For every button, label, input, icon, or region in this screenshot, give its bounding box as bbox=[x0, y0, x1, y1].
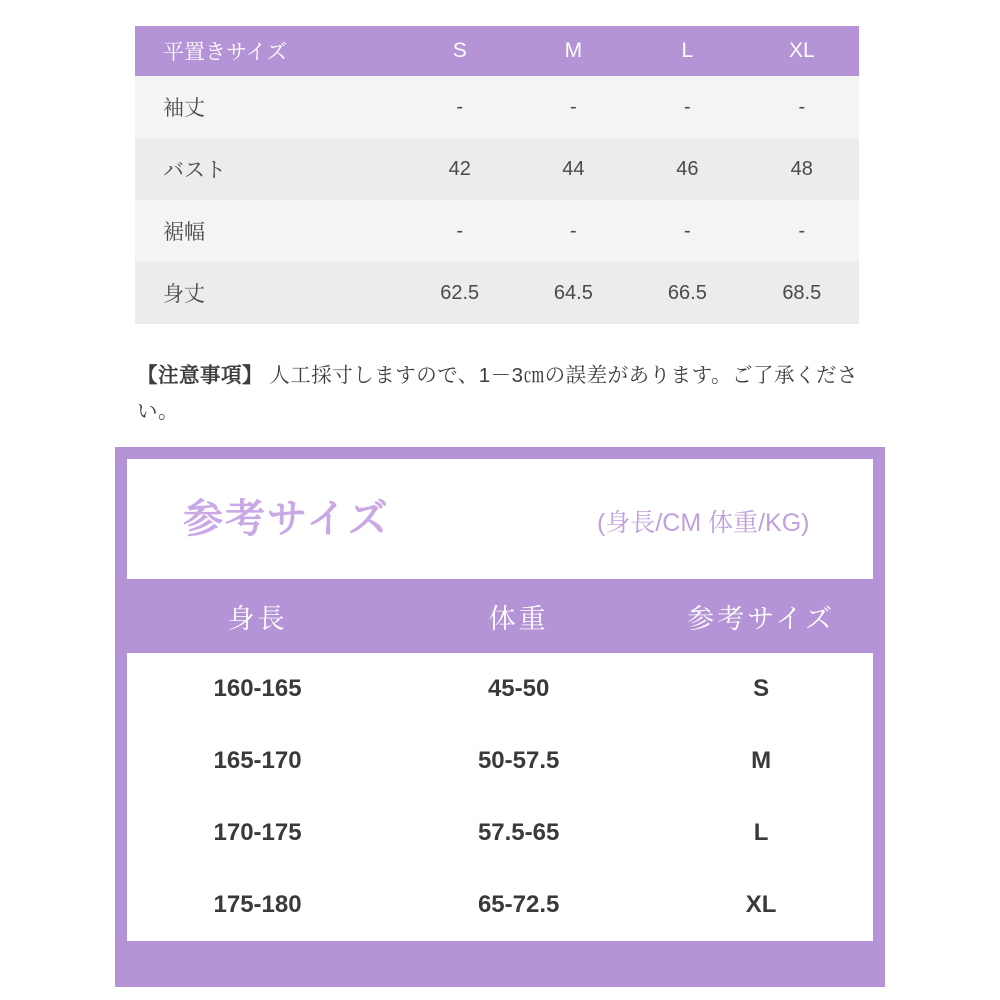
flat-header-label: 平置きサイズ bbox=[135, 26, 403, 76]
table-row bbox=[127, 869, 873, 941]
reference-subtitle: (身長/CM 体重/KG) bbox=[597, 509, 810, 537]
cell-size: S bbox=[649, 653, 873, 725]
cell-xl: - bbox=[798, 95, 806, 118]
reference-table-header bbox=[127, 579, 873, 653]
note-prefix: 【注意事項】 bbox=[137, 364, 263, 387]
row-label: バスト bbox=[163, 159, 226, 182]
table-row bbox=[127, 725, 873, 797]
reference-size-table bbox=[127, 579, 873, 941]
flat-header-xl: XL bbox=[745, 26, 859, 76]
table-row bbox=[135, 138, 859, 200]
reference-header bbox=[127, 459, 873, 579]
cell-weight: 57.5-65 bbox=[388, 797, 649, 869]
flat-table-header bbox=[135, 26, 859, 76]
cell-weight: 65-72.5 bbox=[388, 869, 649, 941]
cell-height: 160-165 bbox=[127, 653, 388, 725]
cell-weight: 50-57.5 bbox=[388, 725, 649, 797]
row-label: 裾幅 bbox=[163, 221, 205, 244]
cell-m: - bbox=[570, 95, 577, 118]
cell-l: - bbox=[684, 95, 691, 118]
flat-header-m: M bbox=[517, 26, 631, 76]
cell-xl: 68.5 bbox=[782, 281, 822, 304]
flat-table-body bbox=[135, 76, 859, 324]
cell-l: 46 bbox=[676, 157, 699, 180]
note-text: 人工採寸しますので、1－3㎝の誤差があります。ご了承ください。 bbox=[137, 364, 858, 423]
table-row bbox=[135, 76, 859, 138]
cell-m: 64.5 bbox=[553, 281, 593, 304]
measurement-note bbox=[137, 358, 867, 430]
reference-header-size: 参考サイズ bbox=[649, 579, 873, 653]
cell-size: XL bbox=[649, 869, 873, 941]
cell-height: 165-170 bbox=[127, 725, 388, 797]
reference-header-weight: 体重 bbox=[388, 579, 649, 653]
cell-l: - bbox=[684, 219, 691, 242]
reference-table-body bbox=[127, 653, 873, 941]
cell-m: 44 bbox=[562, 157, 585, 180]
cell-s: - bbox=[456, 95, 464, 118]
cell-l: 66.5 bbox=[667, 281, 707, 304]
row-label: 袖丈 bbox=[163, 97, 205, 120]
flat-header-l: L bbox=[630, 26, 744, 76]
cell-s: - bbox=[456, 219, 464, 242]
table-row bbox=[135, 200, 859, 262]
reference-header-height: 身長 bbox=[127, 579, 388, 653]
reference-size-panel bbox=[115, 447, 885, 987]
row-label: 身丈 bbox=[163, 283, 205, 306]
cell-height: 175-180 bbox=[127, 869, 388, 941]
cell-height: 170-175 bbox=[127, 797, 388, 869]
table-header-row bbox=[127, 579, 873, 653]
table-row bbox=[135, 262, 859, 324]
cell-xl: - bbox=[798, 219, 806, 242]
table-row bbox=[127, 653, 873, 725]
flat-header-s: S bbox=[403, 26, 517, 76]
cell-xl: 48 bbox=[790, 157, 813, 180]
table-header-row bbox=[135, 26, 859, 76]
cell-s: 42 bbox=[448, 157, 471, 180]
cell-size: M bbox=[649, 725, 873, 797]
reference-title: 参考サイズ bbox=[183, 497, 390, 541]
flat-measurement-table bbox=[135, 26, 859, 324]
cell-s: 62.5 bbox=[440, 281, 480, 304]
table-row bbox=[127, 797, 873, 869]
cell-size: L bbox=[649, 797, 873, 869]
cell-weight: 45-50 bbox=[388, 653, 649, 725]
cell-m: - bbox=[570, 219, 577, 242]
